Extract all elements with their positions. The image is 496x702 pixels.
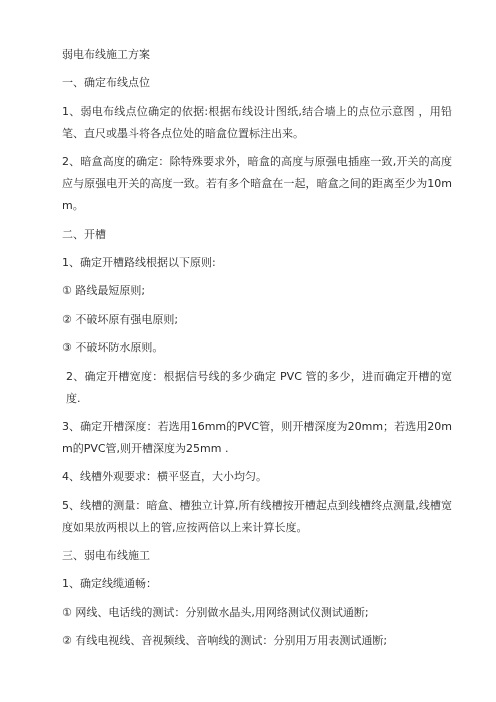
paragraph: 3、确定开槽深度：若选用16mm的PVC管，则开槽深度为20mm；若选用20mm的PVC管,则开槽深度为25mm . [62,419,452,455]
section-heading-2: 二、开槽 [62,227,106,241]
section-heading-3: 三、弱电布线施工 [62,549,150,563]
paragraph: 4、线槽外观要求：横平竖直，大小均匀。 [62,470,267,484]
paragraph: 5、线槽的测量：暗盒、槽独立计算,所有线槽按开槽起点到线槽终点测量,线槽宽度如果放两根以上的管,应按两倍以上来计算长度。 [62,498,452,534]
paragraph: 1、弱电布线点位确定的依据:根据布线设计图纸,结合墙上的点位示意图 ，用铅笔、直尺或墨斗将各点位处的暗盒位置标注出来。 [62,104,452,140]
paragraph: 1、确定线缆通畅： [62,577,157,591]
document-title: 弱电布线施工方案 [62,48,150,61]
section-heading-1: 一、确定布线点位 [62,76,150,90]
list-item: ② 有线电视线、音视频线、音响线的测试：分别用万用表测试通断; [62,634,388,648]
paragraph: 1、确定开槽路线根据以下原则: [62,255,216,269]
paragraph: 2、确定开槽宽度：根据信号线的多少确定 PVC 管的多少，进而确定开槽的宽度. [66,369,452,405]
paragraph: 2、暗盒高度的确定：除特殊要求外，暗盒的高度与原强电插座一致,开关的高度应与原强电开关的高度一致。若有多个暗盒在一起，暗盒之间的距离至少为10mm。 [62,155,452,213]
document-body [62,44,452,659]
list-item: ③ 不破坏防水原则。 [62,341,164,355]
list-item: ② 不破坏原有强电原则; [62,312,179,326]
list-item: ① 路线最短原则; [62,284,146,298]
list-item: ① 网线、电话线的测试：分别做水晶头,用网络测试仪测试通断; [62,605,369,619]
